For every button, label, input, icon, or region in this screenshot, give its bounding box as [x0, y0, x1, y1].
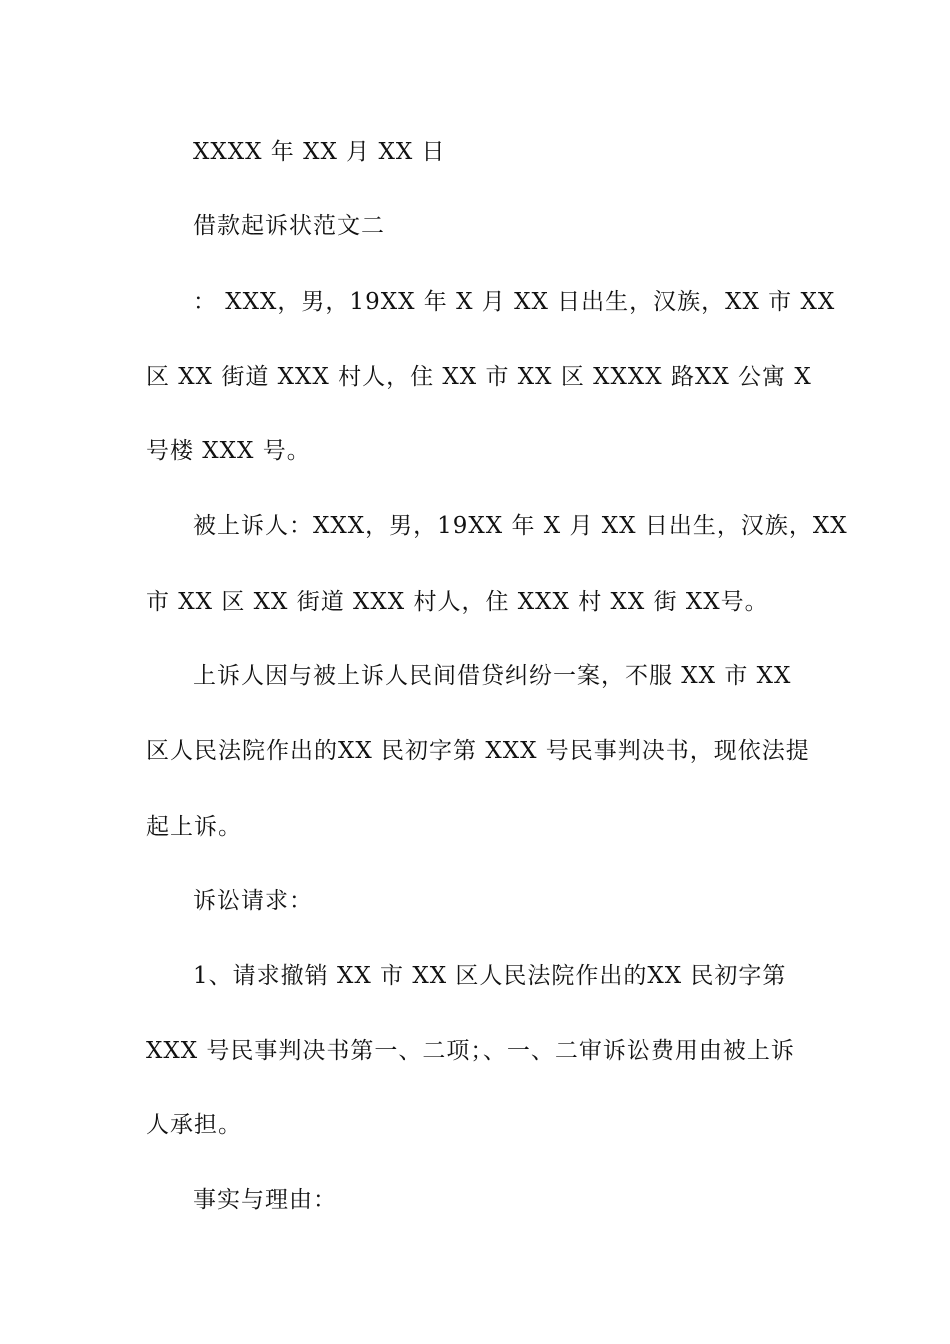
- appeal-statement-line-1: 上诉人因与被上诉人民间借贷纠纷一案，不服 XX 市 XX: [193, 663, 792, 689]
- appeal-statement-line-2: 区人民法院作出的XX 民初字第 XXX 号民事判决书，现依法提: [146, 738, 810, 764]
- appellee-line-1: 被上诉人：XXX，男，19XX 年 X 月 XX 日出生，汉族，XX: [193, 513, 848, 539]
- appellee-line-2: 市 XX 区 XX 街道 XXX 村人，住 XXX 村 XX 街 XX号。: [146, 589, 769, 615]
- date-line: XXXX 年 XX 月 XX 日: [193, 139, 446, 165]
- facts-heading: 事实与理由：: [193, 1187, 337, 1213]
- appellant-line-3: 号楼 XXX 号。: [146, 438, 311, 464]
- section-title: 借款起诉状范文二: [193, 213, 385, 239]
- claim-line-3: 人承担。: [146, 1112, 242, 1138]
- appeal-statement-line-3: 起上诉。: [146, 814, 242, 840]
- claims-heading: 诉讼请求：: [193, 888, 313, 914]
- claim-line-2: XXX 号民事判决书第一、二项；、一、二审诉讼费用由被上诉: [146, 1038, 795, 1064]
- appellant-line-1: ： XXX，男，19XX 年 X 月 XX 日出生，汉族，XX 市 XX: [193, 289, 836, 315]
- appellant-line-2: 区 XX 街道 XXX 村人，住 XX 市 XX 区 XXXX 路XX 公寓 X: [146, 364, 812, 390]
- claim-line-1: 1、请求撤销 XX 市 XX 区人民法院作出的XX 民初字第: [193, 963, 787, 989]
